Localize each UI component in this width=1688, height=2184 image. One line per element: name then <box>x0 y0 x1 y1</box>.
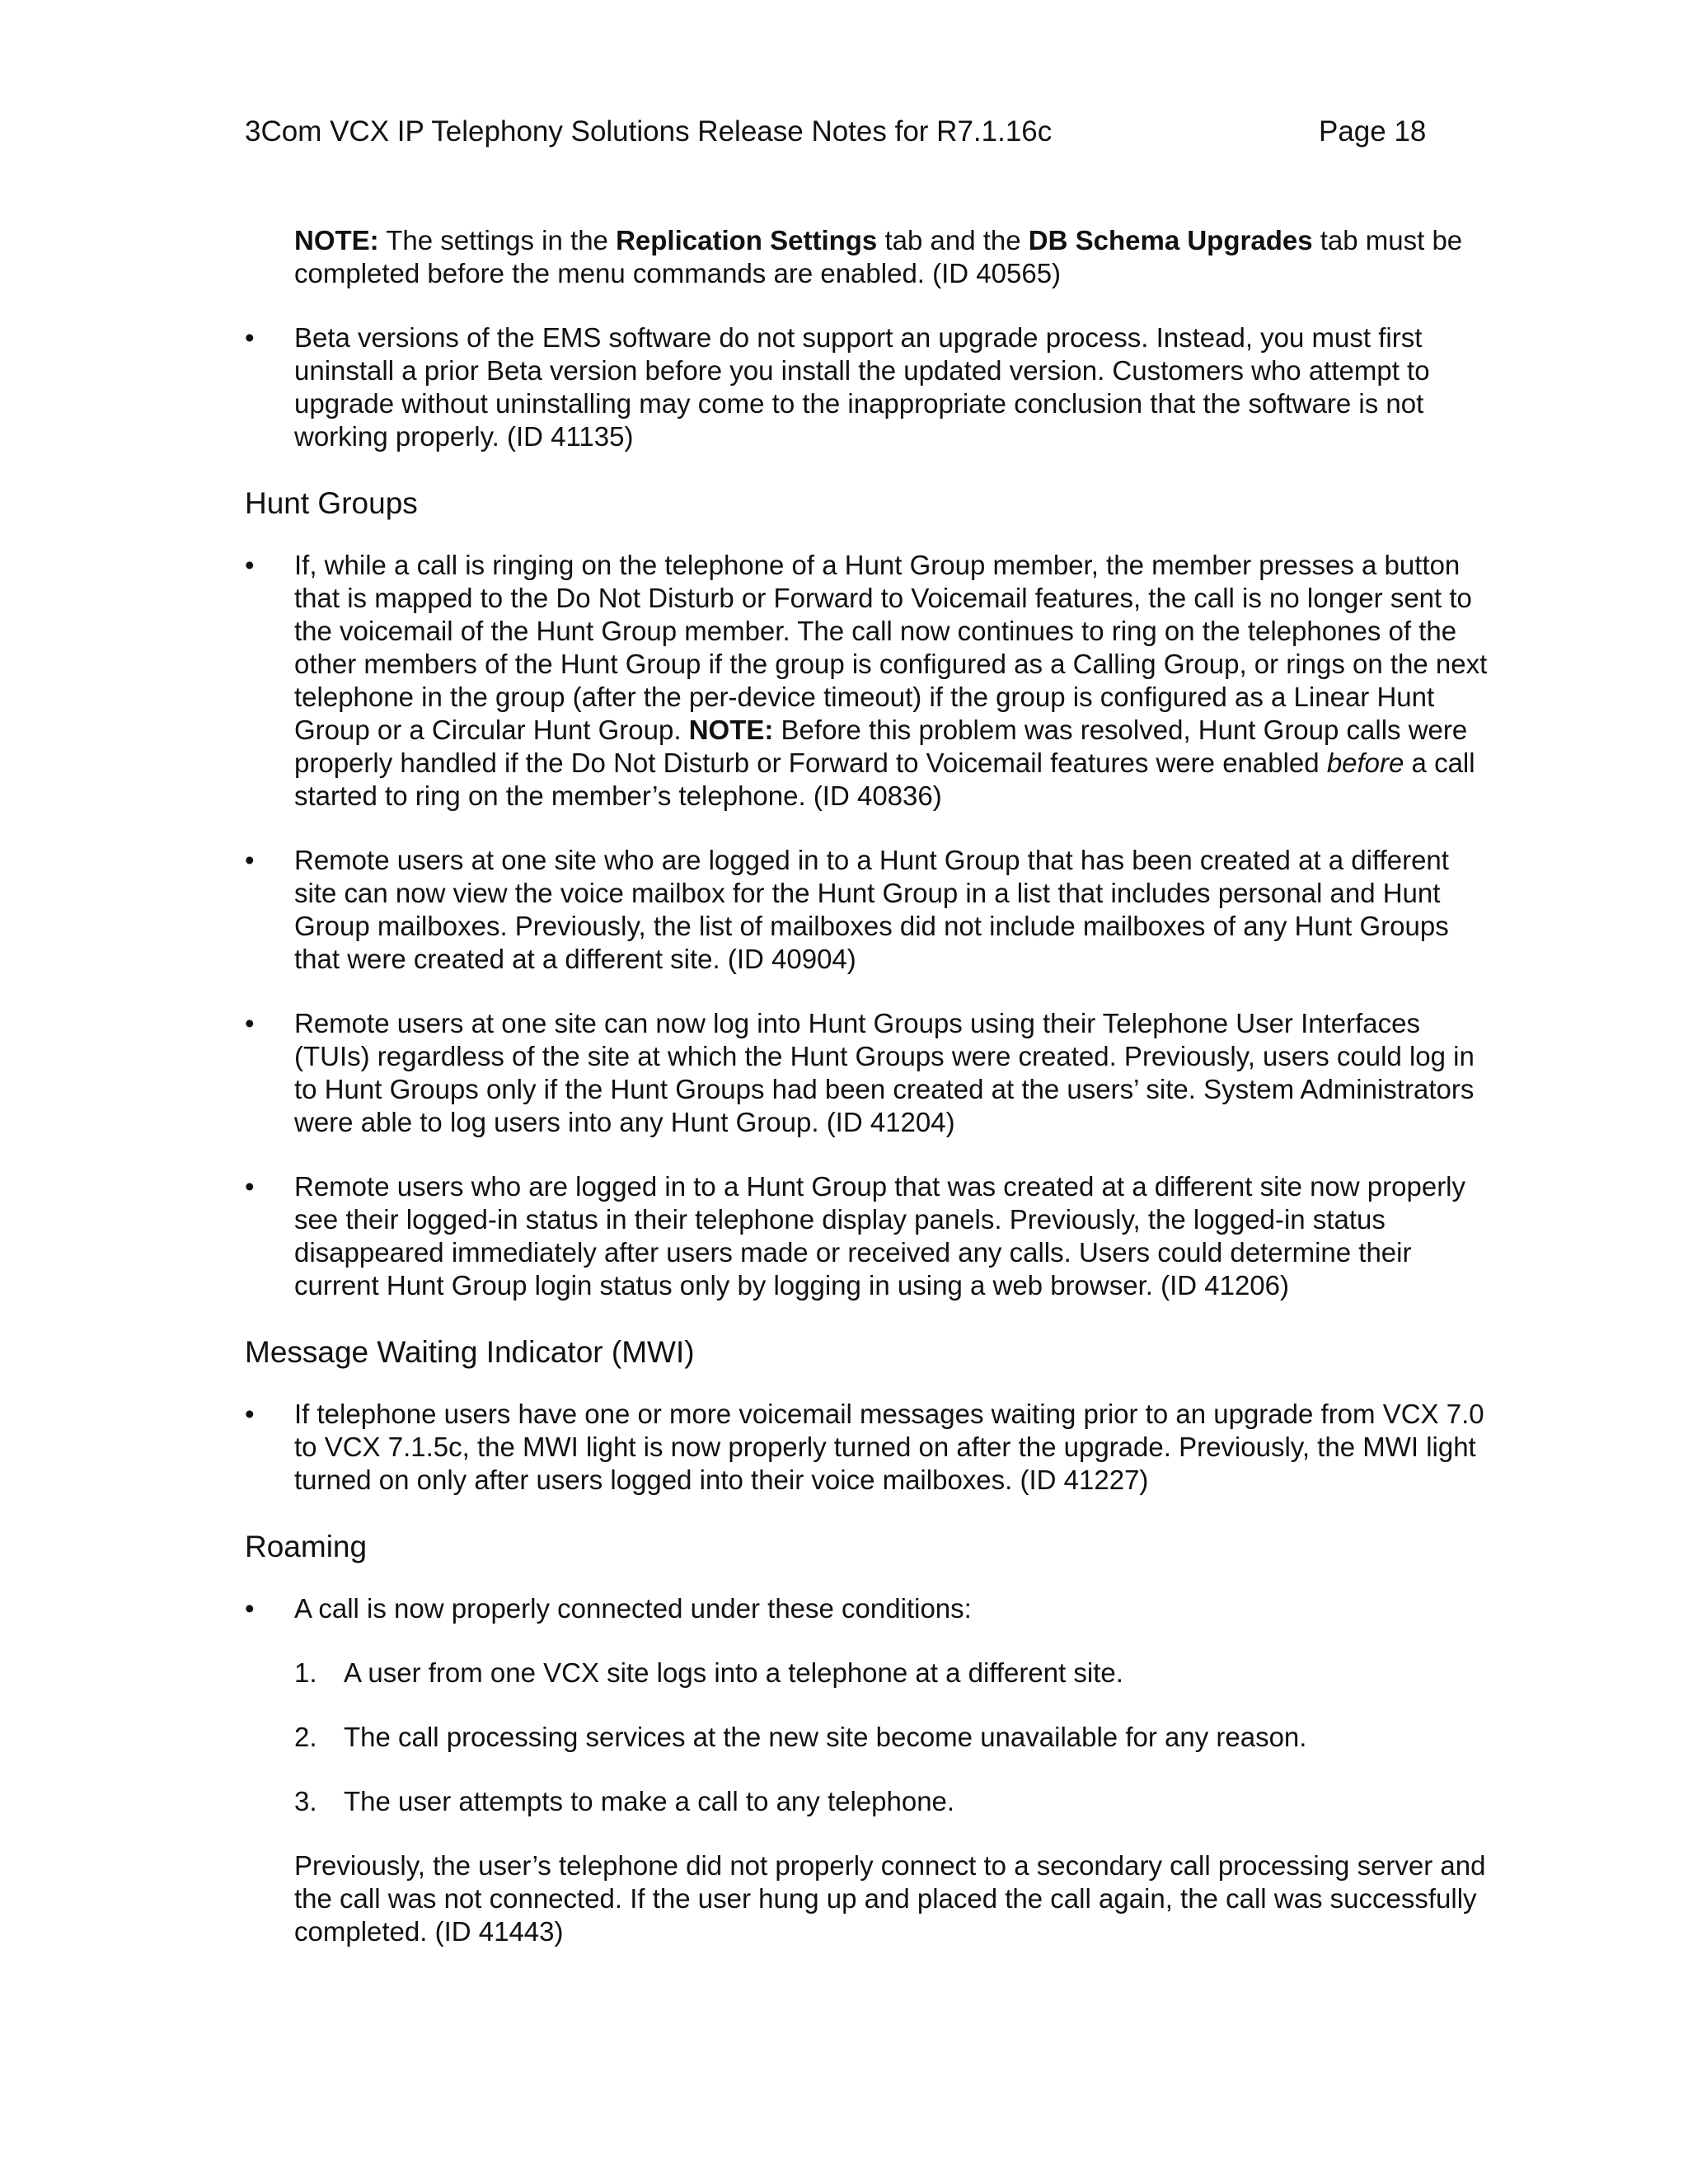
bullet-text-part: a call started to ring on the member’s telephone. (ID 40836) <box>294 748 1475 811</box>
page-number: Page 18 <box>1319 115 1427 148</box>
bullet-item-hunt-dnd <box>245 549 1498 813</box>
bullet-item-hunt-mailbox <box>245 844 1498 976</box>
note-text: The settings in the <box>378 225 617 255</box>
numbered-step <box>245 1721 1498 1754</box>
bullet-item-hunt-status <box>245 1170 1498 1302</box>
bullet-text: If telephone users have one or more voicemail messages waiting prior to an upgrade from VCX 7.0 to VCX 7.1.5c, the MWI light is now properly turned on after the upgrade. Previously, the MWI light turned on only after users logged into their voice mailboxes. (ID 41227) <box>294 1399 1484 1495</box>
step-number: 3. <box>294 1786 317 1816</box>
step-number: 1. <box>294 1657 317 1688</box>
numbered-step <box>245 1657 1498 1690</box>
bullet-text-part: If, while a call is ringing on the telephone of a Hunt Group member, the member presses a button that is mapped to the Do Not Disturb or Forward to Voicemail features, the call is no longer sent to the voicemail of the Hunt Group member. The call now continues to ring on the telephones of the other members of the Hunt Group if the group is configured as a Calling Group, or rings on the next telephone in the group (after the per-device timeout) if the group is configured as a Linear Hunt Group or a Circular Hunt Group. <box>294 550 1488 745</box>
note-label: NOTE: <box>688 715 774 745</box>
bullet-text: Remote users at one site who are logged in to a Hunt Group that has been created at a different site can now view the voice mailbox for the Hunt Group in a list that includes personal and Hunt Group mailboxes. Previously, the list of mailboxes did not include mailboxes of any Hunt Groups that were created at a different site. (ID 40904) <box>294 845 1449 974</box>
step-text: The user attempts to make a call to any telephone. <box>344 1786 955 1816</box>
bullet-marker: • <box>245 845 255 875</box>
document-body <box>245 224 1498 1980</box>
step-text: The call processing services at the new site become unavailable for any reason. <box>344 1722 1307 1752</box>
running-header <box>245 115 1427 157</box>
replication-settings-term: Replication Settings <box>616 225 878 255</box>
bullet-text-part: Before this problem was resolved, Hunt Group calls were properly handled if the Do Not Disturb or Forward to Voicemail features were enabled <box>294 715 1468 778</box>
bullet-text: Beta versions of the EMS software do not support an upgrade process. Instead, you must first uninstall a prior Beta version before you install the updated version. Customers who attempt to upgrade without uninstalling may come to the inappropriate conclusion that the software is not working properly. (ID 41135) <box>294 322 1430 452</box>
note-text: tab must be completed before the menu commands are enabled. (ID 40565) <box>294 225 1463 288</box>
bullet-text: A call is now properly connected under these conditions: <box>294 1593 972 1624</box>
section-heading-mwi: Message Waiting Indicator (MWI) <box>245 1335 695 1369</box>
note-label: NOTE: <box>294 225 379 255</box>
ems-note-paragraph <box>294 224 1498 290</box>
bullet-marker: • <box>245 1593 255 1624</box>
bullet-text: Remote users at one site can now log into Hunt Groups using their Telephone User Interfaces (TUIs) regardless of the site at which the Hunt Groups were created. Previously, users could log in to Hunt Groups only if the Hunt Groups had been created at the users’ site. System Administrators were able to log users into any Hunt Group. (ID 41204) <box>294 1008 1475 1137</box>
bullet-marker: • <box>245 550 255 580</box>
bullet-item-beta <box>245 321 1498 453</box>
section-heading-hunt-groups: Hunt Groups <box>245 486 418 520</box>
section-heading-roaming: Roaming <box>245 1530 368 1563</box>
document-title: 3Com VCX IP Telephony Solutions Release Notes for R7.1.16c <box>245 115 1053 148</box>
bullet-marker: • <box>245 1399 255 1429</box>
numbered-step <box>245 1785 1498 1818</box>
db-schema-upgrades-term: DB Schema Upgrades <box>1028 225 1313 255</box>
bullet-marker: • <box>245 1171 255 1202</box>
bullet-item-roaming <box>245 1592 1498 1625</box>
bullet-text <box>294 549 1498 813</box>
bullet-text: Remote users who are logged in to a Hunt Group that was created at a different site now properly see their logged-in status in their telephone display panels. Previously, the logged-in status disappeared immediately after users made or received any calls. Users could determine their current Hunt Group login status only by logging in using a web browser. (ID 41206) <box>294 1171 1466 1301</box>
step-number: 2. <box>294 1722 317 1752</box>
emphasis-before: before <box>1326 748 1404 778</box>
note-text: tab and the <box>877 225 1029 255</box>
step-text: A user from one VCX site logs into a telephone at a different site. <box>344 1657 1123 1688</box>
bullet-marker: • <box>245 1008 255 1038</box>
bullet-item-hunt-tui <box>245 1007 1498 1139</box>
bullet-marker: • <box>245 322 255 353</box>
bullet-item-mwi <box>245 1398 1498 1497</box>
roaming-closing-paragraph: Previously, the user’s telephone did not properly connect to a secondary call processing server and the call was not connected. If the user hung up and placed the call again, the call was successfully completed. (ID 41443) <box>294 1850 1486 1947</box>
